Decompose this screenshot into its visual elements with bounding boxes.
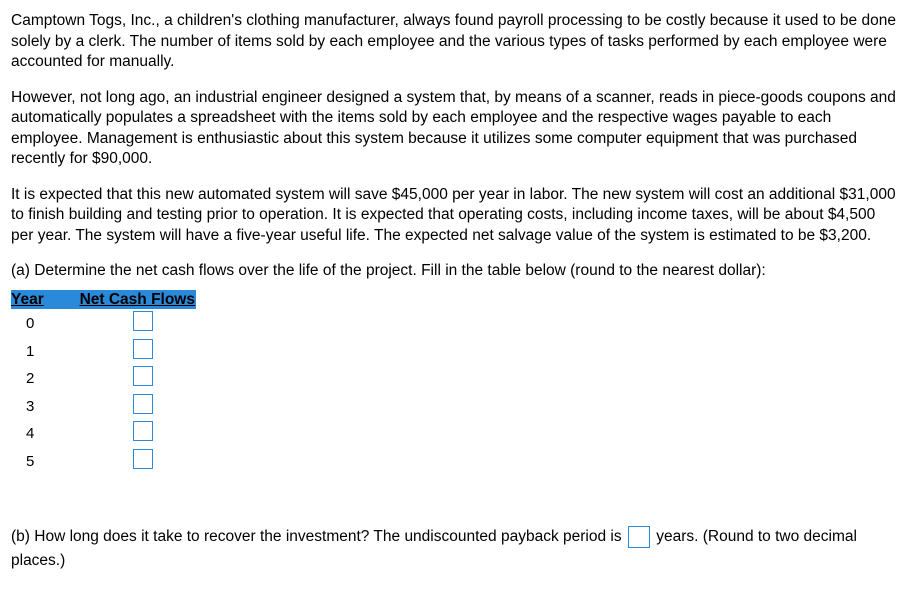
- table-row: [11, 338, 897, 366]
- net-cash-flow-input-year-0[interactable]: [133, 311, 153, 331]
- year-label: 3: [26, 397, 35, 415]
- net-cash-flow-input-year-5[interactable]: [133, 449, 153, 469]
- paragraph-costs: It is expected that this new automated system will save $45,000 per year in labor. The new system will cost an additional $31,000 to finish building and testing prior to operation. It is expected that operating costs, including income taxes, will be about $4,500 per year. The system will have a five-year useful life. The expected net salvage value of the system is estimated to be $3,200.: [11, 185, 896, 244]
- table-row: [11, 448, 897, 476]
- net-cash-flow-input-year-4[interactable]: [133, 421, 153, 441]
- table-row: [11, 365, 897, 393]
- table-row: [11, 420, 897, 448]
- question-content: [11, 11, 897, 475]
- net-cash-flow-input-year-2[interactable]: [133, 366, 153, 386]
- year-label: 4: [26, 425, 35, 442]
- payback-period-input[interactable]: [628, 526, 650, 548]
- year-label: 1: [26, 342, 35, 360]
- year-label: 0: [26, 315, 35, 332]
- net-cash-flow-input-year-1[interactable]: [133, 339, 153, 359]
- table-row: [11, 393, 897, 421]
- paragraph-intro: Camptown Togs, Inc., a children's clothing manufacturer, always found payroll processing to be costly because it used to be done solely by a clerk. The number of items sold by each employee and the various types of tasks performed by each employee were accounted for manually.: [11, 12, 896, 70]
- paragraph-system: However, not long ago, an industrial engineer designed a system that, by means of a scanner, reads in piece-goods coupons and automatically populates a spreadsheet with the items sold by each employee and the respective wages payable to each employee. Management is enthusiastic about this system because it utilizes some computer equipment that was purchased recently for $90,000.: [11, 88, 896, 167]
- header-year: Year: [11, 290, 44, 308]
- question-part-b: [11, 525, 891, 573]
- table-row: [11, 310, 897, 338]
- net-cash-flow-input-year-3[interactable]: [133, 394, 153, 414]
- question-part-a: (a) Determine the net cash flows over the life of the project. Fill in the table below (round to the nearest dollar):: [11, 262, 766, 279]
- year-label: 5: [26, 452, 35, 470]
- table-header: [11, 290, 196, 309]
- header-net-cash-flows: Net Cash Flows: [79, 290, 195, 308]
- cash-flow-table: [11, 290, 897, 476]
- year-label: 2: [26, 370, 35, 387]
- part-b-prompt: (b) How long does it take to recover the investment? The undiscounted payback period is: [11, 528, 622, 545]
- part-b-suffix: years. (Round to two decimal places.): [11, 528, 857, 569]
